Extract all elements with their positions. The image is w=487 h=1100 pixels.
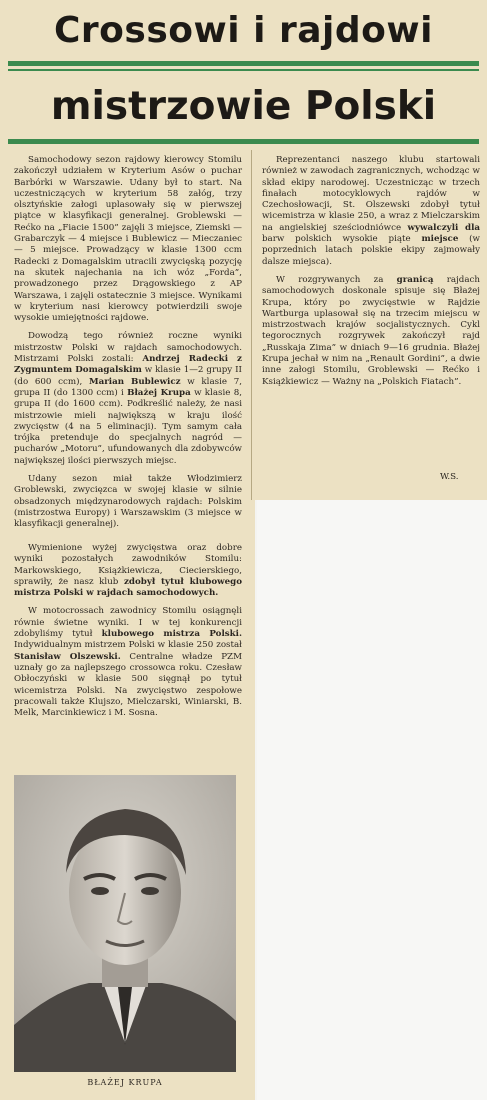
text-run: Samochodowy sezon rajdowy kierowcy Stomilu zakończył udziałem w Kryterium Asów o puchar Barbórki w Warszawie. Udany był to start. Na uczestniczących w kryterium 58 załóg, trzy olsztyńskie załogi uplasowały się w pierwszej piątce w klasyfikacji generalnej. Groblewski — Rećko na „Fiacie 1500” zajęli 3 miejsce, Ziemski — Grabarczyk — 4 miejsce i Bublewicz — Mieczaniec — 5 miejsce. Prowadzący w klasie 1300 ccm Radecki z Domagalskim utracili zwycięską pozycję na skutek najechania na ich wóz „Forda”, prowadzonego przez Drągowskiego z AP Warszawa, i zajęli ostatecznie 3 miejsce. Wynikami w kryterium nasi kierowcy potwierdzili swoje wysokie umiejętności rajdowe. (14, 155, 242, 324)
headline-line-2: mistrzowie Polski (50, 84, 437, 129)
bold-text-run: granicą (396, 274, 434, 285)
article-paragraph (14, 474, 242, 530)
text-run: w klasie 7, grupa II (do 1300 ccm) i (14, 376, 242, 398)
text-run: w klasie 1—2 grupy II (do 600 ccm), (14, 365, 242, 387)
article-paragraph (14, 606, 242, 719)
left-column-text (14, 155, 242, 538)
article-paragraph (262, 275, 480, 388)
author-signature: W.S. (440, 472, 459, 482)
text-run: Centralne władze PZM uznały go za najlepszego crossowca roku. Czesław Obłoczyński w klasie 500 sięgnął po tytuł wicemistrza Polski. Na zwycięstwo zespołowe pracowali także Klujszo, Mielczarski, Winiarski, B. Melk, Marcinkiewicz i M. Sosna. (14, 651, 242, 719)
bold-text-run: miejsce (421, 234, 459, 245)
text-run: Dowodzą tego również roczne wyniki mistrzostw Polski w rajdach samochodowych. Mistrzami Polski zostali: (14, 331, 242, 365)
article-paragraph (14, 155, 242, 324)
article-paragraph (262, 155, 480, 268)
bold-text-run: Marian Bublewicz (88, 376, 181, 387)
text-run: (w poprzednich latach polskie ekipy zajmowały dalsze miejsca). (262, 234, 480, 267)
green-rule-bottom (8, 139, 479, 144)
bold-text-run: Błażej Krupa (127, 387, 191, 398)
bold-text-run: Andrzej Radecki z Zygmuntem Domagalskim (14, 354, 242, 376)
photo-caption: BŁAŻEJ KRUPA (87, 1078, 163, 1087)
article-paragraph (14, 331, 242, 467)
text-run: W motocrossach zawodnicy Stomilu osiągnęli równie świetne wyniki. I w tej konkurencji zdobyliśmy tytuł (14, 606, 242, 640)
article-paragraph (14, 543, 242, 599)
text-run: Udany sezon miał także Włodzimierz Groblewski, zwycięzca w swojej klasie w silnie obsadzonych międzynarodowych rajdach: Polskim (mistrzostwa Europy) i Warszawskim (3 miejsce w klasyfikacji generalnej). (14, 474, 242, 530)
text-run: w klasie 8, grupa II (do 1600 ccm). Podkreślić należy, że nasi mistrzowie mieli największą w kraju ilość zwycięstw (4 na 5 eliminacji). Tym samym cała trójka pretenduje do specjalnych nagród — pucharów „Motoru”, ufundowanych dla zdobywców największej ilości pierwszych miejsc. (14, 387, 242, 466)
bold-text-run: zdobył tytuł klubowego mistrza Polski w rajdach samochodowych. (14, 576, 242, 599)
bold-text-run: Stanisław Olszewski. (14, 651, 121, 662)
bold-text-run: klubowego mistrza Polski. (101, 629, 243, 640)
text-run: rajdach samochodowych doskonale spisuje się Błażej Krupa, który po zwycięstwie w Rajdzie Wartburga uplasował się na trzecim miejscu w mistrzostwach krajów socjalistycznych. Cykl tegorocznych rozgrywek zakończył rajd „Russkaja Zima” w dniach 9—16 grudnia. Błażej Krupa jechał w nim na „Renault Gordini”, a dwie inne załogi Stomilu, Groblewski — Rećko i Książkiewicz — Ważny na „Polskich Fiatach”. (262, 274, 480, 387)
headline-line-1: Crossowi i rajdowi (54, 10, 433, 51)
text-run: Wymienione wyżej zwycięstwa oraz dobre wyniki pozostałych zawodników Stomilu: Markowskiego, Książkiewicza, Ciecierskiego, sprawiły, że nasz klub (14, 543, 242, 587)
green-rule-thin (8, 69, 479, 71)
portrait-photo (14, 775, 236, 1072)
left-column-text-continued (14, 543, 242, 726)
green-rule-top (8, 61, 479, 66)
text-run: Indywidualnym mistrzem Polski w klasie 250 został (14, 640, 242, 651)
right-column-text (262, 155, 480, 395)
column-divider (251, 150, 252, 500)
text-run: barw polskich wysokie piąte (262, 234, 422, 245)
text-run: Reprezentanci naszego klubu startowali również w zawodach zagranicznych, wchodząc w skład ekipy narodowej. Uczestnicząc w trzech finałach motocyklowych rajdów w Czechosłowacji, St. Olszewski zdobył tytuł wicemistrza w klasie 250, a wraz z Mielczarskim na angielskiej sześciodniówce (262, 155, 480, 233)
text-run: W rozgrywanych za (276, 274, 397, 285)
bold-text-run: wywalczyli dla (407, 222, 481, 233)
blank-area (257, 500, 487, 1100)
